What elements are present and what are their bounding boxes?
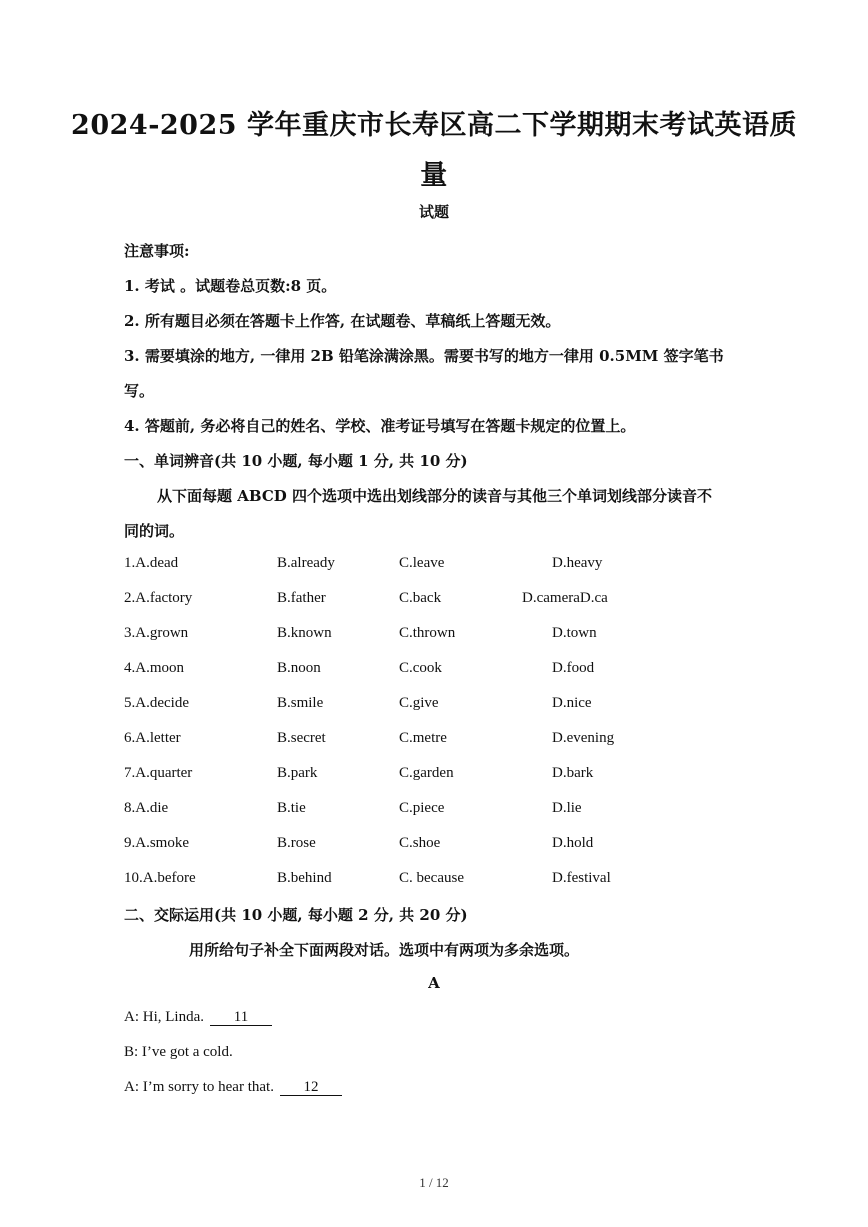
option-b: B.noon [277,660,321,676]
option-a: 4.A.moon [124,660,184,676]
option-c: C.cook [399,660,442,676]
option-d: D.cameraD.ca [522,590,608,606]
option-a: 9.A.smoke [124,835,189,851]
option-d: D.hold [552,835,594,851]
dialogue-text: A: Hi, Linda. [124,1009,204,1025]
section1-instruction-line1: 从下面每题 ABCD 四个选项中选出划线部分的读音与其他三个单词划线部分读音不 [157,487,712,505]
dialogue-line [124,1079,342,1096]
option-a: 1.A.dead [124,555,179,571]
option-b: B.smile [277,695,324,711]
option-c: C.back [399,590,442,606]
exam-title-line1: 2024-2025 学年重庆市长寿区高二下学期期末考试英语质 [71,110,797,141]
option-c: C.shoe [399,835,441,851]
dialogue-text: A: I’m sorry to hear that. [124,1079,274,1095]
option-c: C.metre [399,730,447,746]
option-c: C.leave [399,555,445,571]
option-b: B.rose [277,835,316,851]
option-d: D.evening [552,730,615,746]
option-d: D.nice [552,695,592,711]
option-b: B.behind [277,870,332,886]
option-d: D.bark [552,765,594,781]
exam-subtitle: 试题 [418,203,449,221]
note-4: 4. 答题前, 务必将自己的姓名、学校、准考证号填写在答题卡规定的位置上。 [124,417,636,435]
option-a: 7.A.quarter [124,765,193,781]
option-c: C.garden [399,765,454,781]
option-b: B.secret [277,730,326,746]
option-c: C.give [399,695,439,711]
answer-blank[interactable]: 12 [280,1080,342,1096]
notes-heading: 注意事项: [124,242,190,260]
option-b: B.father [277,590,326,606]
option-a: 3.A.grown [124,625,189,641]
option-b: B.tie [277,800,306,816]
page-number: 1 / 12 [419,1175,449,1190]
option-c: C. because [399,870,464,886]
dialogue-line [124,1009,272,1026]
option-d: D.food [552,660,595,676]
option-a: 6.A.letter [124,730,181,746]
note-3-continued: 写。 [124,382,155,400]
answer-blank[interactable]: 11 [210,1010,272,1026]
option-d: D.town [552,625,597,641]
note-1: 1. 考试 。试题卷总页数:8 页。 [124,277,337,295]
option-d: D.festival [552,870,611,886]
option-b: B.known [277,625,332,641]
option-d: D.lie [552,800,582,816]
option-c: C.thrown [399,625,456,641]
section2-instruction: 用所给句子补全下面两段对话。选项中有两项为多余选项。 [189,941,580,959]
dialogue-text: B: I’ve got a cold. [124,1044,233,1060]
option-b: B.park [277,765,318,781]
exam-title-line2: 量 [420,160,448,191]
section1-instruction-line2: 同的词。 [124,522,185,540]
dialogue-line [124,1044,233,1061]
option-c: C.piece [399,800,445,816]
note-2: 2. 所有题目必须在答题卡上作答, 在试题卷、草稿纸上答题无效。 [124,312,561,330]
option-b: B.already [277,555,335,571]
note-3: 3. 需要填涂的地方, 一律用 2B 铅笔涂满涂黑。需要书写的地方一律用 0.5MM 签字笔书 [124,347,724,365]
part-label: A [428,974,440,992]
option-a: 8.A.die [124,800,169,816]
option-d: D.heavy [552,555,603,571]
section2-heading: 二、交际运用(共 10 小题, 每小题 2 分, 共 20 分) [124,906,468,924]
option-a: 2.A.factory [124,590,193,606]
option-a: 10.A.before [124,870,196,886]
option-a: 5.A.decide [124,695,189,711]
section1-heading: 一、单词辨音(共 10 小题, 每小题 1 分, 共 10 分) [124,452,468,470]
